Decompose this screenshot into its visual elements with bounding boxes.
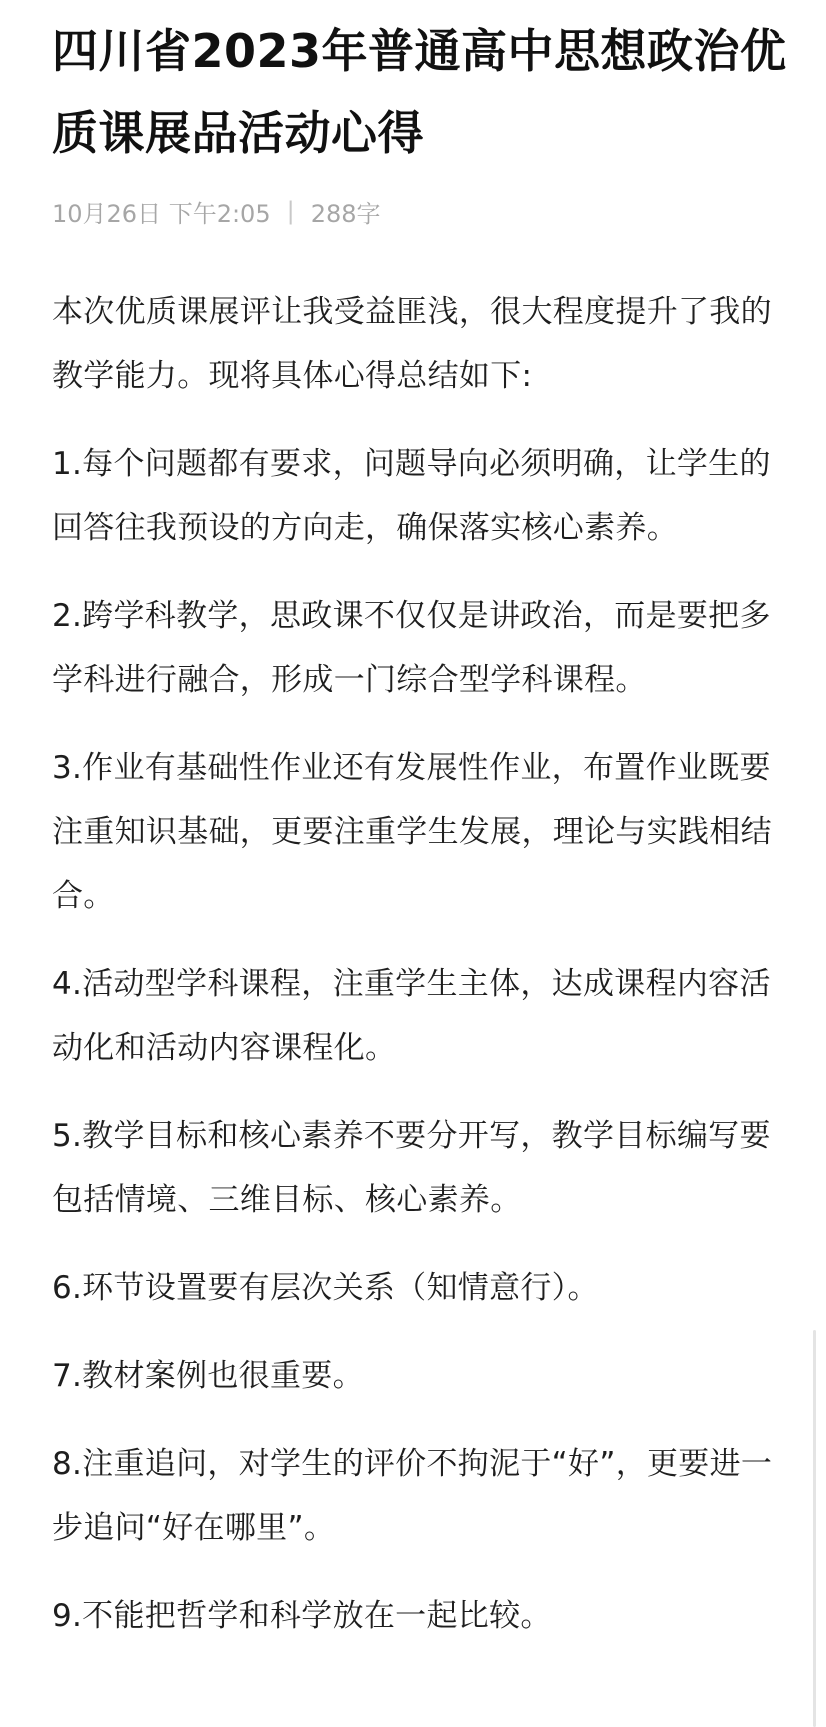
paragraph-8: 8.注重追问，对学生的评价不拘泥于“好”，更要进一步追问“好在哪里”。 [52,1446,773,1546]
paragraph-4: 4.活动型学科课程，注重学生主体，达成课程内容活动化和活动内容课程化。 [52,966,771,1066]
meta-separator: | [286,197,295,225]
paragraph-3: 3.作业有基础性作业还有发展性作业，布置作业既要注重知识基础，更要注重学生发展，理论与实践相结合。 [52,750,772,914]
paragraph-1: 1.每个问题都有要求，问题导向必须明确，让学生的回答往我预设的方向走，确保落实核心素养。 [52,446,771,546]
article-body [52,280,792,1648]
scrollbar[interactable] [813,1330,816,1727]
paragraph-intro: 本次优质课展评让我受益匪浅，很大程度提升了我的教学能力。现将具体心得总结如下: [52,294,772,394]
paragraph-2: 2.跨学科教学，思政课不仅仅是讲政治，而是要把多学科进行融合，形成一门综合型学科课程。 [52,598,771,698]
paragraph-6: 6.环节设置要有层次关系（知情意行）。 [52,1270,599,1306]
word-count: 288字 [310,199,381,228]
publish-date: 10月26日 下午2:05 [52,199,271,228]
article-title: 四川省2023年普通高中思想政治优质课展品活动心得 [52,24,787,160]
article [52,0,792,1672]
paragraph-5: 5.教学目标和核心素养不要分开写，教学目标编写要包括情境、三维目标、核心素养。 [52,1118,771,1218]
article-meta [52,194,792,228]
paragraph-7: 7.教材案例也很重要。 [52,1358,364,1394]
paragraph-9: 9.不能把哲学和科学放在一起比较。 [52,1598,552,1634]
